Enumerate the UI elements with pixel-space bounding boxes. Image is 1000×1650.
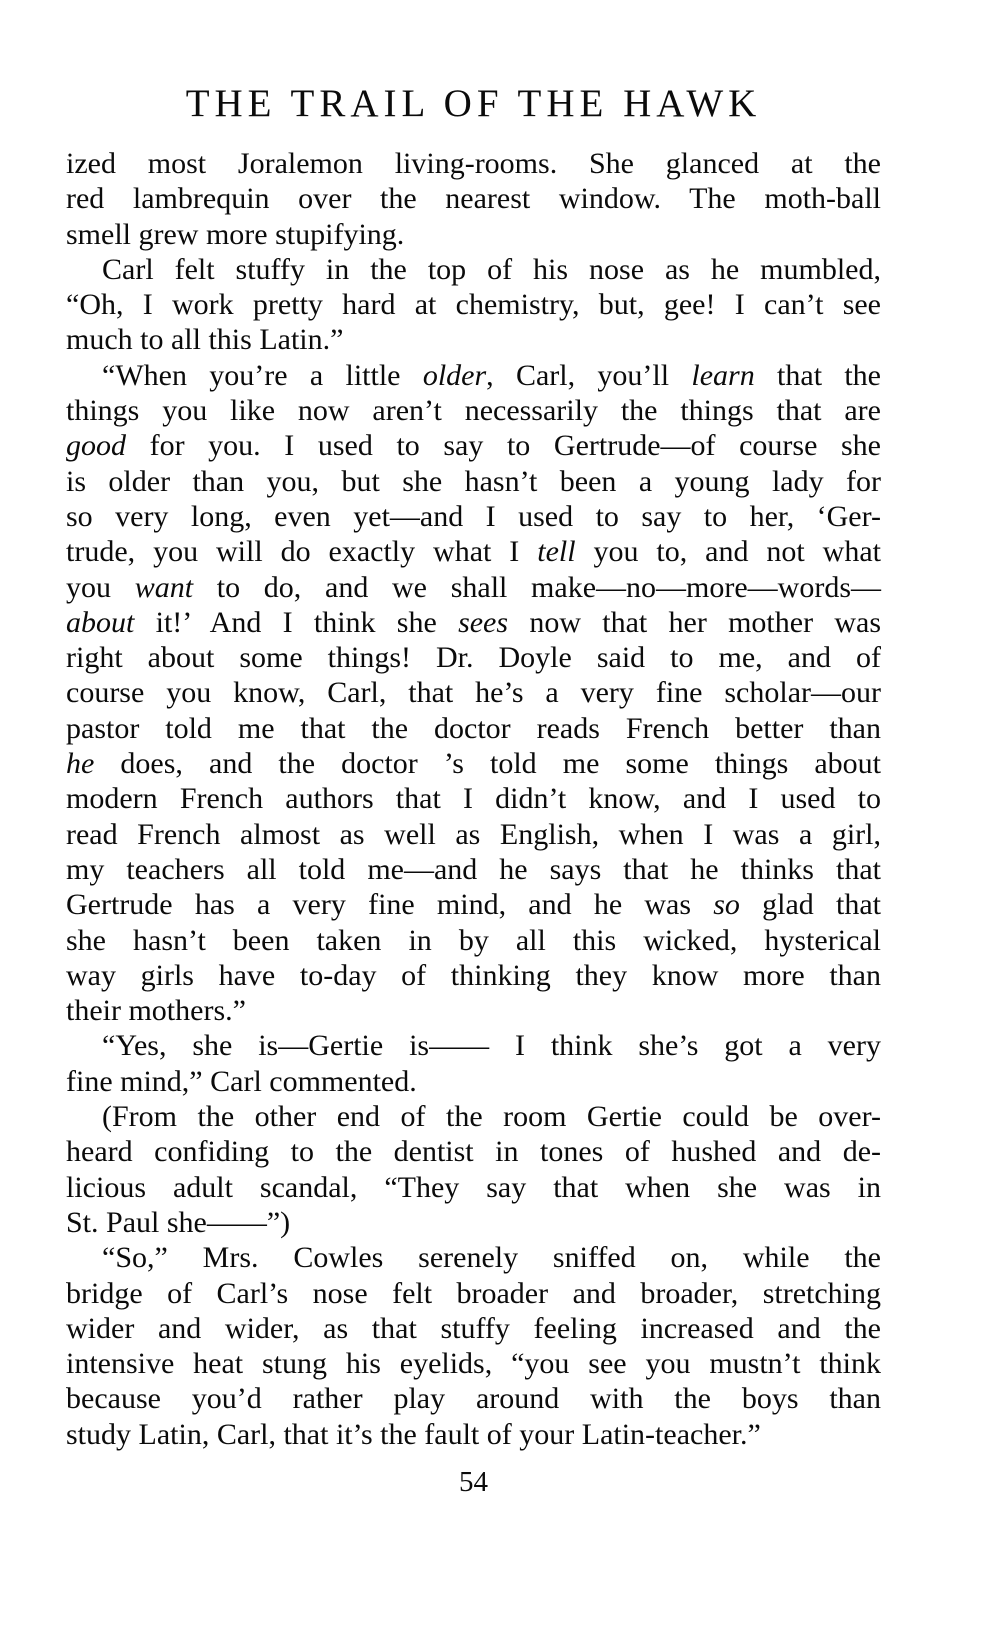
text-line [66,1134,881,1169]
text-run: red lambrequin over the nearest window. The moth-ball [66,182,881,216]
italic-text: want [134,570,194,604]
text-line [66,1205,881,1240]
text-run: that the [754,358,881,392]
text-line [66,1099,881,1134]
text-line [66,1028,881,1063]
italic-text: about [66,605,135,639]
text-line [66,534,881,569]
text-run: trude, you will do exactly what I [66,535,538,569]
text-run: (From the other end of the room Gertie could be over- [102,1100,881,1134]
text-line [66,1311,881,1346]
text-run: Carl felt stuffy in the top of his nose as he mumbled, [102,252,881,286]
text-run: is older than you, but she hasn’t been a young lady for [66,464,881,498]
running-title: THE TRAIL OF THE HAWK [185,82,762,125]
text-line [66,1276,881,1311]
text-line [66,887,881,922]
text-run: so very long, even yet—and I used to say to her, ‘Ger- [66,499,881,533]
text-line [66,252,881,287]
italic-text: older [422,358,487,392]
text-line [66,711,881,746]
text-line [66,923,881,958]
text-line [66,817,881,852]
italic-text: he [66,747,95,781]
text-line [66,428,881,463]
italic-text: good [66,429,126,463]
text-run: pastor told me that the doctor reads French better than [66,711,881,745]
text-run: it!’ And I think she [134,605,459,639]
page-number: 54 [459,1466,488,1498]
text-line [66,675,881,710]
text-line [66,640,881,675]
text-run: course you know, Carl, that he’s a very fine scholar—our [66,676,881,710]
text-line [66,570,881,605]
text-line [66,1381,881,1416]
text-run: St. Paul she——”) [66,1205,291,1239]
text-run: heard confiding to the dentist in tones of hushed and de- [66,1135,881,1169]
text-line [66,1240,881,1275]
text-run: right about some things! Dr. Doyle said to me, and of [66,641,881,675]
text-run: “When you’re a little [102,358,423,392]
italic-text: learn [691,358,755,392]
text-run: “Oh, I work pretty hard at chemistry, but, gee! I can’t see [66,288,881,322]
text-line [66,852,881,887]
text-run: modern French authors that I didn’t know, and I used to [66,782,881,816]
text-line [66,358,881,393]
text-run: my teachers all told me—and he says that he thinks that [66,852,881,886]
text-line [66,464,881,499]
text-run: , Carl, you’ll [486,358,692,392]
text-run: fine mind,” Carl commented. [66,1064,417,1098]
italic-text: tell [537,535,576,569]
text-run: glad that [739,888,881,922]
text-line [66,1170,881,1205]
text-line [66,605,881,640]
text-run: for you. I used to say to Gertrude—of course she [126,429,881,463]
book-page [66,0,881,1650]
text-line [66,146,881,181]
italic-text: sees [458,605,509,639]
text-run: much to all this Latin.” [66,323,344,357]
text-line [66,499,881,534]
text-line [66,781,881,816]
text-run: read French almost as well as English, when I was a girl, [66,817,881,851]
text-run: smell grew more stupifying. [66,217,405,251]
text-run: does, and the doctor ’s told me some things about [94,747,881,781]
text-run: study Latin, Carl, that it’s the fault of your Latin-teacher.” [66,1417,761,1451]
text-run: Gertrude has a very fine mind, and he was [66,888,714,922]
text-run: their mothers.” [66,994,246,1028]
text-run: to do, and we shall make—no—more—words— [193,570,881,604]
text-line [66,287,881,322]
text-run: you [66,570,135,604]
text-run: things you like now aren’t necessarily the things that are [66,394,881,428]
text-line [66,958,881,993]
text-run: you to, and not what [575,535,881,569]
text-line [66,1417,881,1452]
text-line [66,322,881,357]
text-run: ized most Joralemon living-rooms. She glanced at the [66,147,881,180]
text-line [66,1064,881,1099]
text-line [66,1346,881,1381]
text-line [66,217,881,252]
text-run: “Yes, she is—Gertie is—— I think she’s got a very [102,1029,881,1063]
text-run: now that her mother was [508,605,881,639]
text-run: intensive heat stung his eyelids, “you see you mustn’t think [66,1347,881,1381]
text-line [66,746,881,781]
text-line [66,393,881,428]
text-run: because you’d rather play around with the boys than [66,1382,881,1416]
text-run: way girls have to-day of thinking they know more than [66,958,881,992]
body-text [66,146,881,1452]
text-run: wider and wider, as that stuffy feeling increased and the [66,1311,881,1345]
text-run: “So,” Mrs. Cowles serenely sniffed on, while the [102,1241,881,1275]
italic-text: so [713,888,740,922]
text-run: bridge of Carl’s nose felt broader and broader, stretching [66,1276,881,1310]
text-line [66,181,881,216]
text-run: she hasn’t been taken in by all this wicked, hysterical [66,923,881,957]
text-run: licious adult scandal, “They say that when she was in [66,1170,881,1204]
text-line [66,993,881,1028]
